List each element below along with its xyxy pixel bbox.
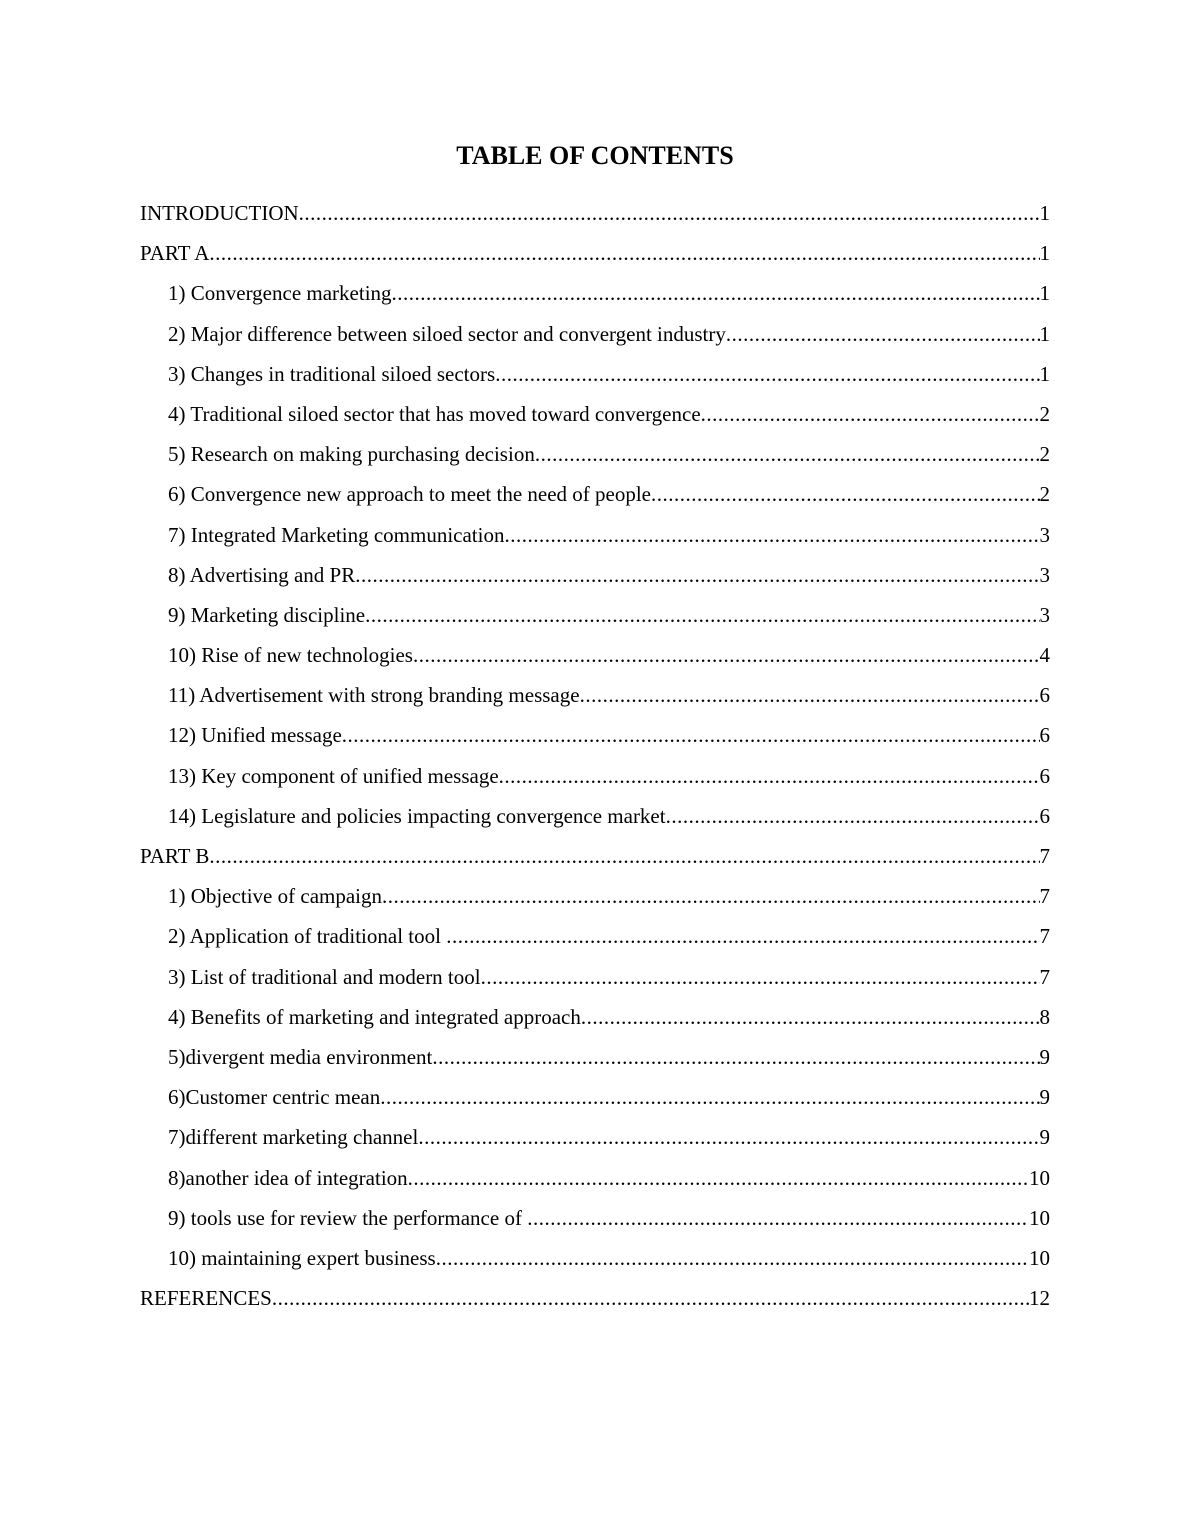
toc-page-number: 2 [1039, 482, 1050, 507]
toc-dot-leader [580, 678, 1040, 712]
toc-page-number: 10 [1029, 1205, 1050, 1230]
toc-entry[interactable] [140, 357, 1050, 397]
toc-dot-leader [527, 1201, 1029, 1235]
toc-dot-leader [499, 759, 1040, 793]
toc-entry[interactable] [140, 1120, 1050, 1160]
toc-page-number: 9 [1039, 1125, 1050, 1150]
toc-entry-label: 12) Unified message [168, 723, 342, 748]
toc-entry[interactable] [140, 477, 1050, 517]
toc-entry-label: 9) tools use for review the performance of [168, 1205, 528, 1230]
toc-entry-label: 3) List of traditional and modern tool [168, 964, 481, 989]
toc-entry[interactable] [140, 397, 1050, 437]
toc-entry[interactable] [140, 759, 1050, 799]
toc-dot-leader [355, 558, 1039, 592]
toc-page-number: 7 [1039, 884, 1050, 909]
toc-page-number: 1 [1039, 281, 1050, 306]
toc-entry[interactable] [140, 718, 1050, 758]
toc-dot-leader [418, 1120, 1039, 1154]
toc-page-number: 6 [1039, 803, 1050, 828]
toc-entry[interactable] [140, 919, 1050, 959]
toc-entry-label: 3) Changes in traditional siloed sectors [168, 361, 496, 386]
toc-page-number: 10 [1029, 1245, 1050, 1270]
toc-page-number: 9 [1039, 1044, 1050, 1069]
toc-dot-leader [666, 799, 1040, 833]
toc-entry[interactable] [140, 1000, 1050, 1040]
toc-page-number: 1 [1039, 361, 1050, 386]
toc-entry[interactable] [140, 276, 1050, 316]
toc-entry-label: 8)another idea of integration [168, 1165, 408, 1190]
toc-entry-label: PART B [140, 844, 210, 868]
toc-entry-label: 1) Objective of campaign [168, 884, 382, 909]
toc-dot-leader [380, 1080, 1039, 1114]
toc-entry[interactable] [140, 1201, 1050, 1241]
toc-dot-leader [495, 357, 1039, 391]
toc-dot-leader [446, 919, 1039, 953]
toc-dot-leader [392, 276, 1040, 310]
toc-entry[interactable] [140, 1080, 1050, 1120]
toc-entry[interactable] [140, 598, 1050, 638]
toc-page-number: 4 [1039, 643, 1050, 668]
toc-entry-label: 9) Marketing discipline [168, 602, 366, 627]
toc-dot-leader [726, 317, 1040, 351]
toc-entry[interactable] [140, 1241, 1050, 1281]
toc-entry[interactable] [140, 638, 1050, 678]
toc-page-number: 3 [1039, 522, 1050, 547]
toc-entry-label: PART A [140, 241, 210, 266]
toc-entry-label: 14) Legislature and policies impacting convergence market [168, 803, 666, 828]
toc-entry-label: 5)divergent media environment [168, 1044, 433, 1069]
toc-dot-leader [701, 397, 1040, 431]
toc-entry[interactable] [140, 518, 1050, 558]
toc-entry-label: 5) Research on making purchasing decision [168, 442, 535, 467]
toc-dot-leader [581, 1000, 1040, 1034]
toc-page-number: 6 [1039, 763, 1050, 788]
toc-entry[interactable] [140, 799, 1050, 839]
toc-entry-label: INTRODUCTION [140, 201, 299, 225]
toc-page-number: 2 [1039, 442, 1050, 467]
toc-entry[interactable] [140, 839, 1050, 879]
toc-dot-leader [408, 1161, 1029, 1195]
toc-entry-label: 11) Advertisement with strong branding message [168, 683, 580, 708]
toc-page-number: 7 [1039, 964, 1050, 989]
toc-entry[interactable] [140, 558, 1050, 598]
toc-page-number: 6 [1039, 683, 1050, 708]
toc-entry[interactable] [140, 1281, 1050, 1321]
toc-page-number: 10 [1029, 1165, 1050, 1190]
toc-dot-leader [436, 1241, 1029, 1275]
toc-entry-label: 10) maintaining expert business [168, 1245, 436, 1270]
toc-entry-label: 13) Key component of unified message [168, 763, 499, 788]
toc-dot-leader [651, 477, 1040, 511]
toc-entry[interactable] [140, 437, 1050, 477]
toc-page-number: 9 [1039, 1085, 1050, 1110]
toc-entry-label: 4) Traditional siloed sector that has moved toward convergence [168, 401, 701, 426]
toc-page-number: 2 [1039, 401, 1050, 426]
toc-page-number: 12 [1029, 1286, 1050, 1311]
page-title: TABLE OF CONTENTS [456, 141, 734, 170]
toc-entry[interactable] [140, 236, 1050, 276]
toc-entry[interactable] [140, 317, 1050, 357]
toc-entry-label: 7) Integrated Marketing communication [168, 522, 505, 547]
toc-dot-leader [432, 1040, 1039, 1074]
toc-list [140, 196, 1050, 1321]
toc-entry[interactable] [140, 1161, 1050, 1201]
toc-dot-leader [342, 718, 1040, 752]
toc-entry-label: 10) Rise of new technologies [168, 643, 413, 668]
toc-dot-leader [504, 518, 1039, 552]
toc-page-number: 7 [1039, 844, 1050, 868]
toc-entry[interactable] [140, 960, 1050, 1000]
toc-entry-label: 2) Major difference between siloed sector and convergent industry [168, 321, 726, 346]
toc-dot-leader [209, 236, 1039, 270]
toc-entry-label: 8) Advertising and PR [168, 562, 356, 587]
toc-entry-label: REFERENCES [140, 1286, 272, 1311]
toc-page-number: 3 [1039, 602, 1050, 627]
toc-page-number: 1 [1039, 321, 1050, 346]
toc-entry-label: 6)Customer centric mean [168, 1085, 381, 1110]
toc-entry-label: 4) Benefits of marketing and integrated approach [168, 1004, 581, 1029]
toc-entry[interactable] [140, 1040, 1050, 1080]
toc-dot-leader [535, 437, 1040, 471]
toc-page-number: 7 [1039, 924, 1050, 949]
toc-entry[interactable] [140, 196, 1050, 236]
toc-dot-leader [299, 196, 1040, 230]
toc-entry-label: 2) Application of traditional tool [168, 924, 447, 949]
toc-page-number: 8 [1039, 1004, 1050, 1029]
toc-dot-leader [272, 1281, 1029, 1315]
toc-entry-label: 7)different marketing channel [168, 1125, 419, 1150]
toc-page-number: 1 [1039, 241, 1050, 266]
toc-entry-label: 1) Convergence marketing [168, 281, 392, 306]
toc-dot-leader [382, 879, 1040, 913]
toc-page-number: 6 [1039, 723, 1050, 748]
toc-entry-label: 6) Convergence new approach to meet the need of people [168, 482, 651, 507]
toc-dot-leader [481, 960, 1040, 994]
toc-entry[interactable] [140, 879, 1050, 919]
toc-page-number: 3 [1039, 562, 1050, 587]
toc-dot-leader [413, 638, 1040, 672]
toc-dot-leader [209, 839, 1039, 873]
toc-entry[interactable] [140, 678, 1050, 718]
toc-dot-leader [365, 598, 1039, 632]
toc-page-number: 1 [1039, 201, 1050, 225]
